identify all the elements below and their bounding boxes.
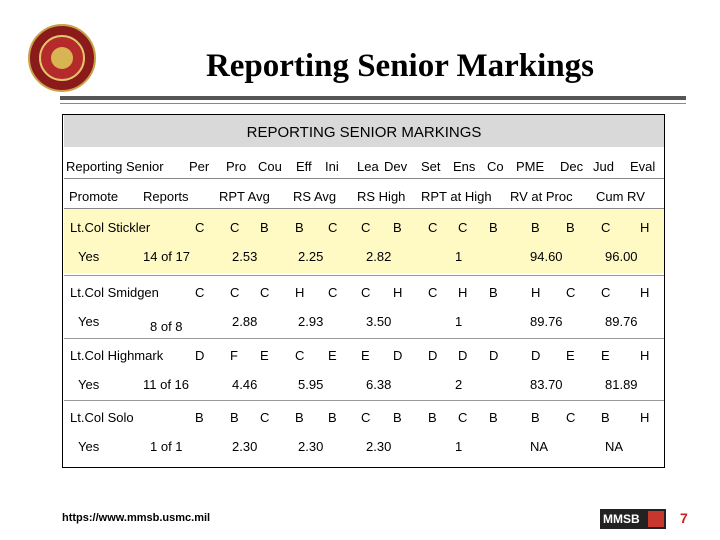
grade-cell: D bbox=[195, 348, 205, 363]
record-divider bbox=[64, 400, 664, 401]
mmsb-logo-text: MMSB bbox=[603, 512, 640, 526]
grade-cell: B bbox=[489, 220, 498, 235]
grade-cell: C bbox=[195, 285, 205, 300]
rpt-avg-value: 2.30 bbox=[232, 439, 258, 454]
rpt-avg-value: 4.46 bbox=[232, 377, 258, 392]
rs-avg-value: 2.30 bbox=[298, 439, 324, 454]
col-pro: Pro bbox=[226, 159, 247, 174]
promote-value: Yes bbox=[78, 439, 100, 454]
grade-cell: D bbox=[489, 348, 499, 363]
grade-cell: B bbox=[531, 220, 540, 235]
grade-cell: B bbox=[489, 285, 498, 300]
rpt-avg-value: 2.53 bbox=[232, 249, 258, 264]
grade-cell: H bbox=[640, 220, 650, 235]
col-jud: Jud bbox=[593, 159, 614, 174]
grade-cell: E bbox=[361, 348, 370, 363]
grade-cell: C bbox=[601, 220, 611, 235]
rv-at-proc-value: NA bbox=[530, 439, 549, 454]
col-reports: Reports bbox=[143, 189, 189, 204]
cum-rv-value: 89.76 bbox=[605, 314, 638, 329]
col-per: Per bbox=[189, 159, 210, 174]
grade-cell: B bbox=[393, 410, 402, 425]
col-rv-at-proc: RV at Proc bbox=[510, 189, 573, 204]
record-name: Lt.Col Solo bbox=[70, 410, 134, 425]
rs-high-value: 2.82 bbox=[366, 249, 392, 264]
page-number: 7 bbox=[680, 510, 688, 526]
grade-cell: H bbox=[458, 285, 468, 300]
grade-cell: C bbox=[230, 220, 240, 235]
grade-cell: C bbox=[458, 220, 468, 235]
title-rule bbox=[60, 96, 686, 100]
grade-cell: C bbox=[458, 410, 468, 425]
grade-cell: C bbox=[295, 348, 305, 363]
grade-cell: C bbox=[230, 285, 240, 300]
record-divider bbox=[64, 275, 664, 276]
title-rule-thin bbox=[60, 103, 686, 104]
grade-cell: C bbox=[328, 285, 338, 300]
grade-cell: C bbox=[195, 220, 205, 235]
reports-value: 14 of 17 bbox=[143, 249, 190, 264]
grade-cell: B bbox=[295, 410, 304, 425]
grade-cell: B bbox=[195, 410, 204, 425]
grade-cell: B bbox=[601, 410, 610, 425]
cum-rv-value: 96.00 bbox=[605, 249, 638, 264]
grade-cell: B bbox=[489, 410, 498, 425]
grade-cell: C bbox=[361, 285, 371, 300]
page-title: Reporting Senior Markings bbox=[205, 48, 595, 84]
col-dec: Dec bbox=[560, 159, 584, 174]
promote-value: Yes bbox=[78, 314, 100, 329]
record-name: Lt.Col Smidgen bbox=[70, 285, 159, 300]
mmsb-emblem-icon bbox=[648, 511, 664, 527]
grade-cell: E bbox=[566, 348, 575, 363]
record-name: Lt.Col Highmark bbox=[70, 348, 164, 363]
promote-value: Yes bbox=[78, 249, 100, 264]
col-ens: Ens bbox=[453, 159, 476, 174]
col-rpt-avg: RPT Avg bbox=[219, 189, 270, 204]
rs-avg-value: 2.25 bbox=[298, 249, 324, 264]
rs-avg-value: 5.95 bbox=[298, 377, 324, 392]
rv-at-proc-value: 89.76 bbox=[530, 314, 563, 329]
footer-url[interactable]: https://www.mmsb.usmc.mil bbox=[62, 512, 211, 524]
grade-cell: C bbox=[260, 285, 270, 300]
grade-cell: E bbox=[601, 348, 610, 363]
col-lea: Lea bbox=[357, 159, 379, 174]
rs-high-value: 6.38 bbox=[366, 377, 392, 392]
rv-at-proc-value: 83.70 bbox=[530, 377, 563, 392]
grade-cell: B bbox=[328, 410, 337, 425]
rpt-at-high-value: 1 bbox=[455, 314, 463, 329]
grade-cell: C bbox=[566, 410, 576, 425]
cum-rv-value: NA bbox=[605, 439, 624, 454]
grade-cell: E bbox=[328, 348, 337, 363]
record-divider bbox=[64, 338, 664, 339]
cum-rv-value: 81.89 bbox=[605, 377, 638, 392]
reports-value: 11 of 16 bbox=[143, 377, 190, 392]
col-ini: Ini bbox=[325, 159, 339, 174]
col-cum-rv: Cum RV bbox=[596, 189, 645, 204]
col-co: Co bbox=[487, 159, 504, 174]
grade-cell: C bbox=[428, 285, 438, 300]
grade-cell: H bbox=[393, 285, 403, 300]
usmc-seal-logo bbox=[28, 24, 96, 92]
grade-cell: E bbox=[260, 348, 269, 363]
grade-cell: B bbox=[531, 410, 540, 425]
grade-cell: B bbox=[260, 220, 269, 235]
rpt-at-high-value: 1 bbox=[455, 249, 463, 264]
col-cou: Cou bbox=[258, 159, 282, 174]
col-reporting-senior: Reporting Senior bbox=[66, 159, 164, 174]
grade-cell: B bbox=[230, 410, 239, 425]
rpt-at-high-value: 2 bbox=[455, 377, 463, 392]
grade-cell: C bbox=[361, 220, 371, 235]
col-promote: Promote bbox=[69, 189, 119, 204]
grade-cell: C bbox=[566, 285, 576, 300]
col-dev: Dev bbox=[384, 159, 408, 174]
grade-cell: B bbox=[428, 410, 437, 425]
rpt-avg-value: 2.88 bbox=[232, 314, 258, 329]
record-name: Lt.Col Stickler bbox=[70, 220, 151, 235]
reports-value: 8 of 8 bbox=[150, 319, 183, 334]
reports-value: 1 of 1 bbox=[150, 439, 183, 454]
grade-cell: C bbox=[328, 220, 338, 235]
divider bbox=[64, 178, 664, 179]
grade-cell: D bbox=[458, 348, 468, 363]
rpt-at-high-value: 1 bbox=[455, 439, 463, 454]
grade-cell: B bbox=[295, 220, 304, 235]
grade-cell: D bbox=[393, 348, 403, 363]
grade-cell: H bbox=[640, 348, 650, 363]
col-set: Set bbox=[421, 159, 441, 174]
rs-avg-value: 2.93 bbox=[298, 314, 324, 329]
grade-cell: C bbox=[601, 285, 611, 300]
mmsb-logo bbox=[600, 509, 666, 529]
grade-cell: B bbox=[566, 220, 575, 235]
grade-cell: C bbox=[260, 410, 270, 425]
col-rs-high: RS High bbox=[357, 189, 406, 204]
grade-cell: H bbox=[640, 410, 650, 425]
grade-cell: C bbox=[428, 220, 438, 235]
grade-cell: D bbox=[531, 348, 541, 363]
col-rs-avg: RS Avg bbox=[293, 189, 337, 204]
grade-cell: B bbox=[393, 220, 402, 235]
rv-at-proc-value: 94.60 bbox=[530, 249, 563, 264]
grade-cell: C bbox=[361, 410, 371, 425]
grade-cell: H bbox=[531, 285, 541, 300]
col-rpt-at-high: RPT at High bbox=[421, 189, 492, 204]
table-header: REPORTING SENIOR MARKINGS bbox=[246, 124, 482, 141]
col-eff: Eff bbox=[296, 159, 312, 174]
grade-cell: H bbox=[640, 285, 650, 300]
eagle-globe-anchor-icon bbox=[51, 47, 73, 69]
grade-cell: H bbox=[295, 285, 305, 300]
rs-high-value: 2.30 bbox=[366, 439, 392, 454]
rs-high-value: 3.50 bbox=[366, 314, 392, 329]
grade-cell: D bbox=[428, 348, 438, 363]
col-pme: PME bbox=[516, 159, 545, 174]
promote-value: Yes bbox=[78, 377, 100, 392]
grade-cell: F bbox=[230, 348, 238, 363]
seal-inner-ring bbox=[39, 35, 85, 81]
col-eval: Eval bbox=[630, 159, 656, 174]
